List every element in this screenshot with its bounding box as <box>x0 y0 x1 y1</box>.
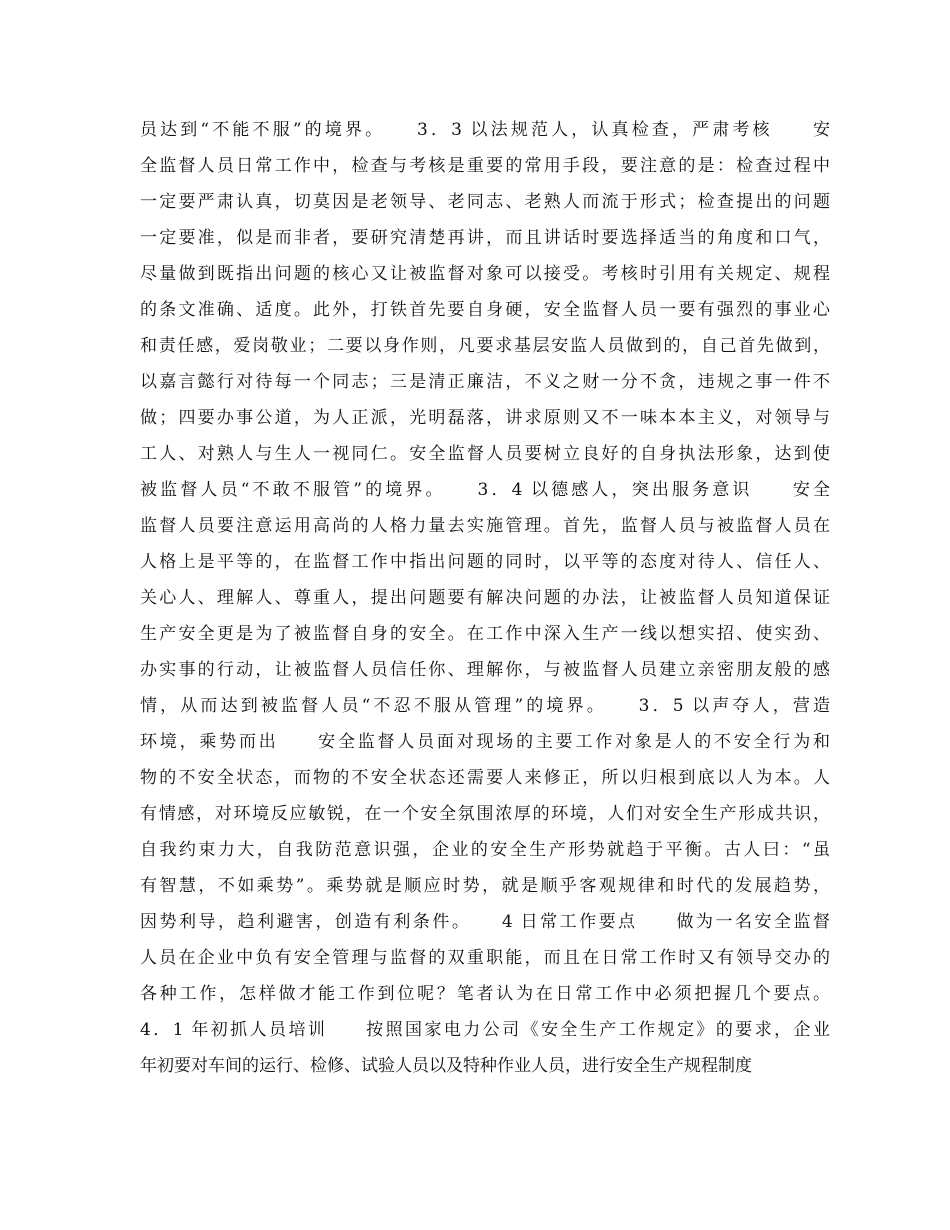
text-line: 生产安全更是为了被监督自身的安全。在工作中深入生产一线以想实招、使实劲、 <box>140 624 830 644</box>
text-line: 和责任感，爱岗敬业；二要以身作则，凡要求基层安监人员做到的，自己首先做到， <box>140 336 830 356</box>
text-line: 因势利导，趋利避害，创造有利条件。 4 日常工作要点 做为一名安全监督 <box>140 912 830 932</box>
text-line: 监督人员要注意运用高尚的人格力量去实施管理。首先，监督人员与被监督人员在 <box>140 516 830 536</box>
text-line: 人员在企业中负有安全管理与监督的双重职能，而且在日常工作时又有领导交办的 <box>140 948 830 968</box>
body-text <box>140 112 830 1084</box>
text-line: 各种工作，怎样做才能工作到位呢？笔者认为在日常工作中必须把握几个要点。 <box>140 984 830 1004</box>
text-line: 4．1 年初抓人员培训 按照国家电力公司《安全生产工作规定》的要求，企业 <box>140 1020 830 1040</box>
text-line: 工人、对熟人与生人一视同仁。安全监督人员要树立良好的自身执法形象，达到使 <box>140 444 830 464</box>
text-line: 有情感，对环境反应敏锐，在一个安全氛围浓厚的环境，人们对安全生产形成共识， <box>140 804 830 824</box>
text-line: 的条文准确、适度。此外，打铁首先要自身硬，安全监督人员一要有强烈的事业心 <box>140 300 830 320</box>
text-line: 员达到“不能不服”的境界。 3．3 以法规范人，认真检查，严肃考核 安 <box>140 120 830 140</box>
text-line: 一定要准，似是而非者，要研究清楚再讲，而且讲话时要选择适当的角度和口气， <box>140 228 830 248</box>
text-line: 以嘉言懿行对待每一个同志；三是清正廉洁，不义之财一分不贪，违规之事一件不 <box>140 372 830 392</box>
text-line: 尽量做到既指出问题的核心又让被监督对象可以接受。考核时引用有关规定、规程 <box>140 264 830 284</box>
text-line: 做；四要办事公道，为人正派，光明磊落，讲求原则又不一味本本主义，对领导与 <box>140 408 830 428</box>
text-line: 年初要对车间的运行、检修、试验人员以及特种作业人员，进行安全生产规程制度 <box>140 1056 752 1076</box>
text-line: 情，从而达到被监督人员“不忍不服从管理”的境界。 3．5 以声夺人，营造 <box>140 696 830 716</box>
text-line: 被监督人员“不敢不服管”的境界。 3．4 以德感人，突出服务意识 安全 <box>140 480 830 500</box>
text-line: 关心人、理解人、尊重人，提出问题要有解决问题的办法，让被监督人员知道保证 <box>140 588 830 608</box>
text-line: 物的不安全状态，而物的不安全状态还需要人来修正，所以归根到底以人为本。人 <box>140 768 830 788</box>
text-line: 人格上是平等的，在监督工作中指出问题的同时，以平等的态度对待人、信任人、 <box>140 552 830 572</box>
text-line: 自我约束力大，自我防范意识强，企业的安全生产形势就趋于平衡。古人曰：“虽 <box>140 840 830 860</box>
text-line: 有智慧，不如乘势”。乘势就是顺应时势，就是顺乎客观规律和时代的发展趋势， <box>140 876 830 896</box>
text-line: 环境，乘势而出 安全监督人员面对现场的主要工作对象是人的不安全行为和 <box>140 732 830 752</box>
text-line: 一定要严肃认真，切莫因是老领导、老同志、老熟人而流于形式；检查提出的问题 <box>140 192 830 212</box>
text-line: 办实事的行动，让被监督人员信任你、理解你，与被监督人员建立亲密朋友般的感 <box>140 660 830 680</box>
text-line: 全监督人员日常工作中，检查与考核是重要的常用手段，要注意的是：检查过程中 <box>140 156 830 176</box>
